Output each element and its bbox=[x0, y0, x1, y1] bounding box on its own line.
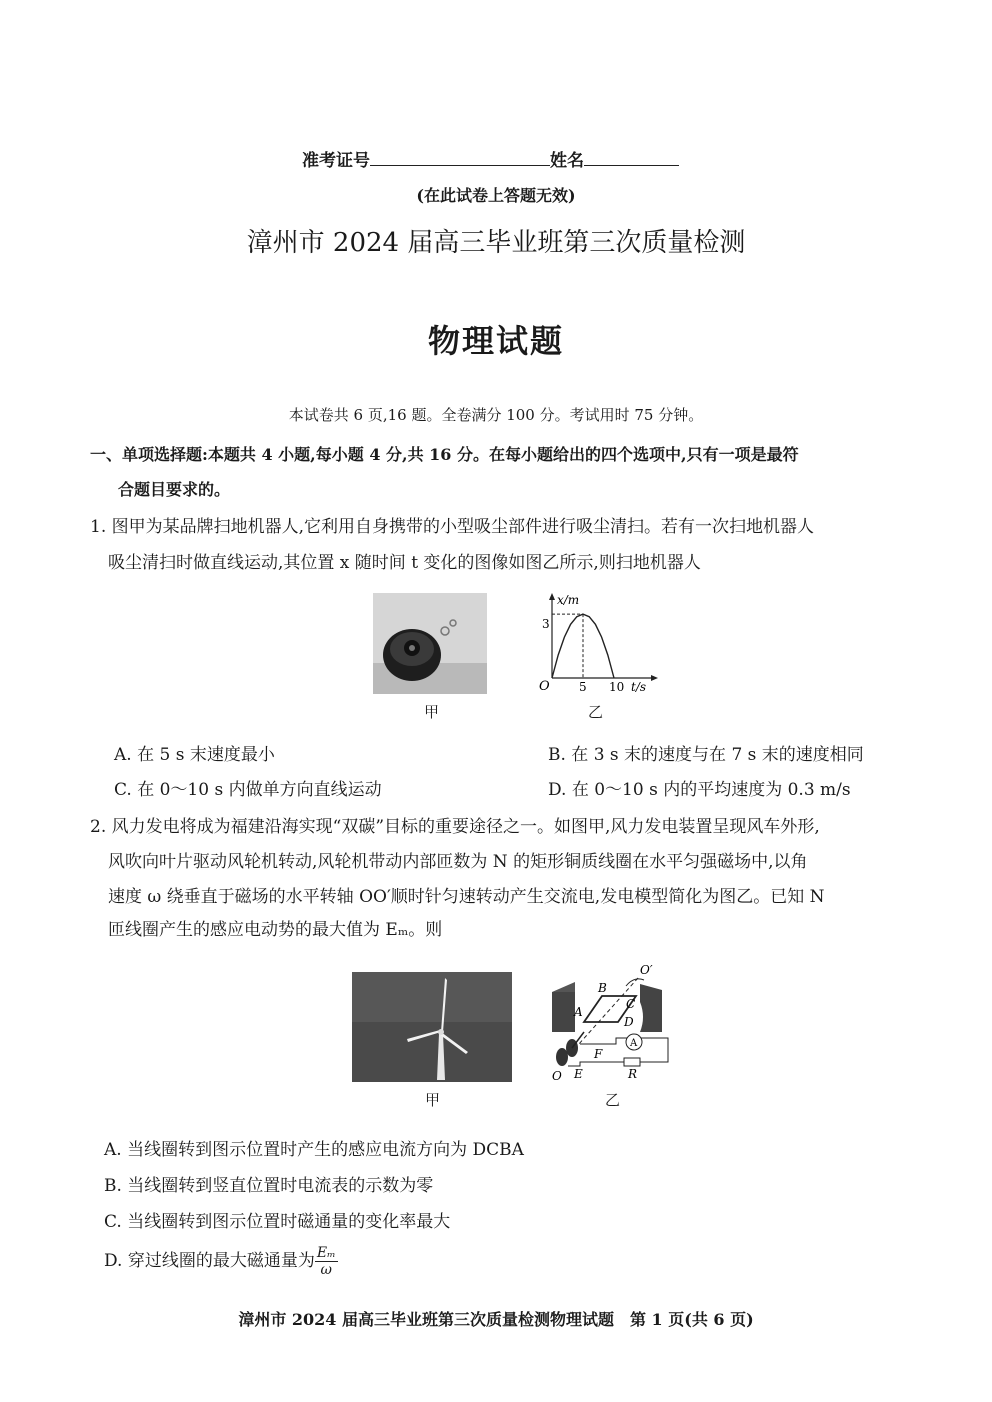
q1-option-b: B. 在 3 s 末的速度与在 7 s 末的速度相同 bbox=[548, 745, 864, 765]
exam-intro: 本试卷共 6 页,16 题。全卷满分 100 分。考试用时 75 分钟。 bbox=[288, 406, 704, 424]
page-footer: 漳州市 2024 届高三毕业班第三次质量检测物理试题 第 1 页(共 6 页) bbox=[238, 1310, 754, 1329]
section1-line2: 合题目要求的。 bbox=[118, 480, 231, 499]
y-axis-arrow bbox=[549, 593, 555, 600]
wind-turbine-photo bbox=[352, 972, 512, 1082]
fraction-numerator: Eₘ bbox=[316, 1245, 336, 1261]
q1-line2: 吸尘清扫时做直线运动,其位置 x 随时间 t 变化的图像如图乙所示,则扫地机器人 bbox=[108, 553, 701, 573]
exam-id-blank bbox=[370, 151, 550, 166]
slip-ring-1 bbox=[556, 1048, 568, 1066]
x-axis-label: t/s bbox=[631, 680, 647, 694]
q1-option-c: C. 在 0～10 s 内做单方向直线运动 bbox=[114, 780, 382, 800]
q1-fig-a-caption: 甲 bbox=[424, 703, 440, 721]
x-tick-5: 5 bbox=[579, 680, 587, 694]
max-flux-fraction bbox=[315, 1245, 338, 1278]
q2-line4: 匝线圈产生的感应电动势的最大值为 Eₘ。则 bbox=[108, 920, 443, 940]
wind-turbine-svg bbox=[352, 972, 512, 1082]
label-d: D bbox=[624, 1015, 634, 1029]
exam-title: 漳州市 2024 届高三毕业班第三次质量检测 bbox=[246, 228, 746, 258]
name-label: 姓名 bbox=[550, 151, 584, 171]
section1-line1: 一、单项选择题:本题共 4 小题,每小题 4 分,共 16 分。在每小题给出的四个选项中,只有一项是最符 bbox=[90, 445, 799, 464]
q2-option-d bbox=[104, 1245, 338, 1278]
origin-label: O bbox=[539, 679, 550, 694]
x-tick-10: 10 bbox=[609, 680, 625, 694]
name-blank bbox=[584, 151, 679, 166]
q2-line1: 2. 风力发电将成为福建沿海实现“双碳”目标的重要途径之一。如图甲,风力发电装置呈现风车外形, bbox=[90, 817, 820, 837]
xt-graph bbox=[535, 590, 660, 700]
circuit-wire-bottom bbox=[568, 1062, 624, 1066]
q1-line1: 1. 图甲为某品牌扫地机器人,它利用自身携带的小型吸尘部件进行吸尘清扫。若有一次扫地机器人 bbox=[90, 517, 815, 537]
label-f: F bbox=[594, 1047, 603, 1061]
q2-option-a: A. 当线圈转到图示位置时产生的感应电流方向为 DCBA bbox=[104, 1140, 524, 1160]
ammeter-label: A bbox=[630, 1038, 638, 1049]
q2-line3: 速度 ω 绕垂直于磁场的水平转轴 OO′顺时针匀速转动产生交流电,发电模型简化为图乙。已知 N bbox=[108, 887, 825, 907]
robot-photo bbox=[373, 593, 487, 694]
y-tick-3: 3 bbox=[542, 617, 550, 631]
y-axis-label: x/m bbox=[557, 593, 580, 607]
q2-option-b: B. 当线圈转到竖直位置时电流表的示数为零 bbox=[104, 1176, 434, 1196]
q2-fig-a-caption: 甲 bbox=[425, 1091, 441, 1109]
label-o-prime: O′ bbox=[640, 963, 653, 977]
magnet-s bbox=[640, 984, 662, 1032]
q1-option-a: A. 在 5 s 末速度最小 bbox=[114, 745, 275, 765]
label-r: R bbox=[628, 1067, 638, 1081]
label-o: O bbox=[552, 1069, 562, 1083]
exam-id-label: 准考证号 bbox=[302, 151, 370, 171]
label-e: E bbox=[574, 1067, 583, 1081]
q2-option-c: C. 当线圈转到图示位置时磁通量的变化率最大 bbox=[104, 1212, 451, 1232]
q2-fig-b-caption: 乙 bbox=[605, 1091, 621, 1109]
resistor bbox=[624, 1058, 640, 1066]
q2-line2: 风吹向叶片驱动风轮机转动,风轮机带动内部匝数为 N 的矩形铜质线圈在水平匀强磁场中,以角 bbox=[108, 852, 808, 872]
subject-title: 物理试题 bbox=[427, 322, 564, 360]
q1-fig-b-caption: 乙 bbox=[588, 703, 604, 721]
label-b: B bbox=[598, 981, 607, 995]
generator-diagram bbox=[540, 962, 680, 1084]
exam-id-row bbox=[302, 146, 679, 171]
answer-warning: (在此试卷上答题无效) bbox=[416, 186, 576, 205]
label-a: A bbox=[574, 1005, 583, 1019]
label-c: C bbox=[626, 997, 636, 1011]
q2-option-d-text: D. 穿过线圈的最大磁通量为 bbox=[104, 1251, 315, 1271]
q1-option-d: D. 在 0～10 s 内的平均速度为 0.3 m/s bbox=[548, 780, 851, 800]
robot-photo-svg bbox=[373, 593, 487, 694]
x-axis-arrow bbox=[651, 675, 658, 681]
fraction-denominator: ω bbox=[320, 1262, 332, 1278]
